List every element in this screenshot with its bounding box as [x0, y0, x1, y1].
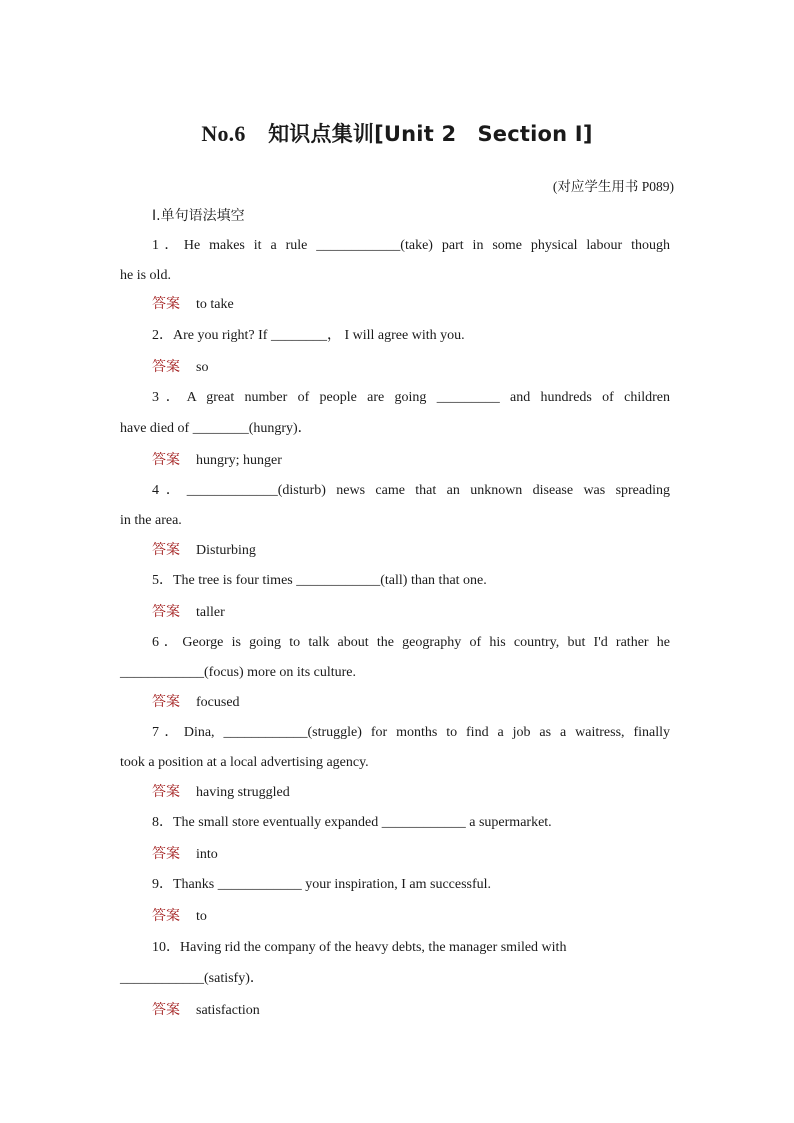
question-line: 1．He makes it a rule ____________(take) part in some physical labour though — [152, 238, 670, 253]
question-continuation: took a position at a local advertising agency. — [120, 755, 369, 770]
answer-row — [152, 540, 256, 561]
question-line: 3．A great number of people are going _________ and hundreds of children — [152, 390, 670, 405]
question-line: 7．Dina, ____________(struggle) for months to find a job as a waitress, finally — [152, 725, 670, 740]
textbook-reference: (对应学生用书 P089) — [552, 179, 674, 194]
title-text: 知识点集训[Unit 2 Section Ⅰ] — [268, 122, 593, 146]
question-continuation: have died of ________(hungry)． — [120, 421, 312, 436]
answer-label: 答案 — [152, 784, 180, 800]
answer-text: satisfaction — [196, 1003, 260, 1018]
answer-row — [152, 692, 240, 713]
question-continuation: ____________(focus) more on its culture. — [120, 665, 357, 680]
question-continuation: he is old. — [120, 268, 171, 283]
question-line: 4．_____________(disturb) news came that an unknown disease was spreading — [152, 483, 670, 498]
section-heading: Ⅰ.单句语法填空 — [152, 208, 245, 224]
answer-row — [152, 602, 225, 623]
answer-row — [152, 294, 234, 315]
answer-label: 答案 — [152, 359, 180, 375]
answer-text: to — [196, 909, 207, 924]
question-continuation: in the area. — [120, 513, 182, 528]
question-line: 5．The tree is four times ____________(tall) than that one. — [152, 573, 487, 588]
answer-text: into — [196, 847, 218, 862]
answer-row — [152, 1000, 260, 1021]
answer-label: 答案 — [152, 1002, 180, 1018]
answer-label: 答案 — [152, 604, 180, 620]
answer-label: 答案 — [152, 846, 180, 862]
answer-row — [152, 906, 207, 927]
question-line: 9．Thanks ____________ your inspiration, I am successful. — [152, 877, 492, 892]
question-line: 10．Having rid the company of the heavy debts, the manager smiled with — [152, 940, 567, 955]
answer-row — [152, 844, 218, 865]
answer-text: having struggled — [196, 785, 290, 800]
question-line: 2．Are you right? If ________， I will agree with you. — [152, 328, 465, 343]
title-number: No.6 — [201, 121, 246, 146]
answer-text: taller — [196, 605, 225, 620]
answer-label: 答案 — [152, 694, 180, 710]
answer-text: so — [196, 360, 209, 375]
answer-row — [152, 357, 208, 378]
answer-label: 答案 — [152, 452, 180, 468]
answer-text: to take — [196, 297, 234, 312]
page-title — [0, 118, 794, 148]
question-continuation: ____________(satisfy)． — [120, 971, 264, 986]
answer-label: 答案 — [152, 908, 180, 924]
answer-text: focused — [196, 695, 240, 710]
answer-label: 答案 — [152, 542, 180, 558]
question-line: 8．The small store eventually expanded ____________ a supermarket. — [152, 815, 552, 830]
answer-row — [152, 782, 290, 803]
answer-row — [152, 450, 282, 471]
answer-label: 答案 — [152, 296, 180, 312]
answer-text: Disturbing — [196, 543, 256, 558]
question-line: 6．George is going to talk about the geography of his country, but I'd rather he — [152, 635, 670, 650]
answer-text: hungry; hunger — [196, 453, 282, 468]
